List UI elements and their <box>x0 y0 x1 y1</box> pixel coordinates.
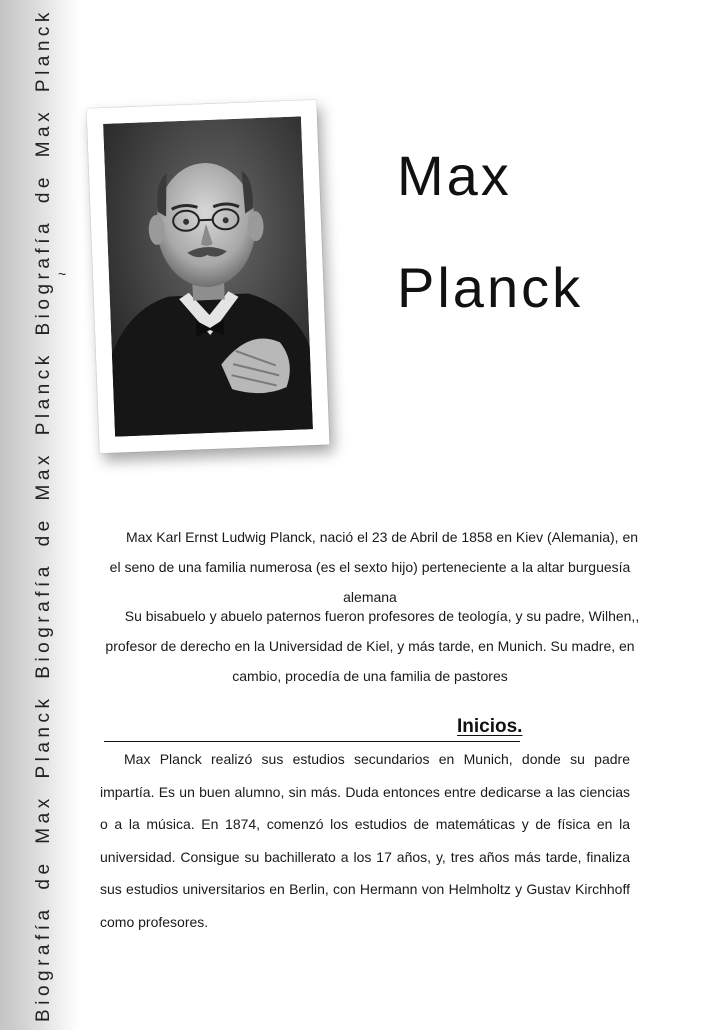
section-title: Inicios. <box>457 716 523 737</box>
sidebar-vertical-text: Biografía de Max Planck Biografía de Max Planck Biografía de Max Planck <box>33 8 54 1022</box>
portrait-photo <box>103 116 313 436</box>
sidebar-tilde: ~ <box>58 266 67 282</box>
title-line-2: Planck <box>397 256 584 319</box>
sidebar-banner <box>0 0 80 1030</box>
intro-paragraph-2: Su bisabuelo y abuelo paternos fueron profesores de teología, y su padre, Wilhen,, profesor de derecho en la Universidad de Kiel, y más tarde, en Munich. Su madre, en cambio, procedía de una familia de pastores <box>105 608 640 684</box>
intro-paragraph-1: Max Karl Ernst Ludwig Planck, nació el 23 de Abril de 1858 en Kiev (Alemania), en el seno de una familia numerosa (es el sexto hijo) perteneciente a la altar burguesía alemana <box>109 529 639 605</box>
title-line-1: Max <box>397 144 512 207</box>
section-body: Max Planck realizó sus estudios secundarios en Munich, donde su padre impartía. Es un buen alumno, sin más. Duda entonces entre dedicarse a las ciencias o a la música. En 1874, comenzó los estudios de matemáticas y de física en la universidad. Consigue su bachillerato a los 17 años, y, tres años más tarde, finaliza sus estudios universitarios en Berlin, con Hermann von Helmholtz y Gustav Kirchhoff como profesores. <box>100 751 630 930</box>
portrait-photo-frame <box>86 100 329 454</box>
section-divider <box>104 741 520 742</box>
